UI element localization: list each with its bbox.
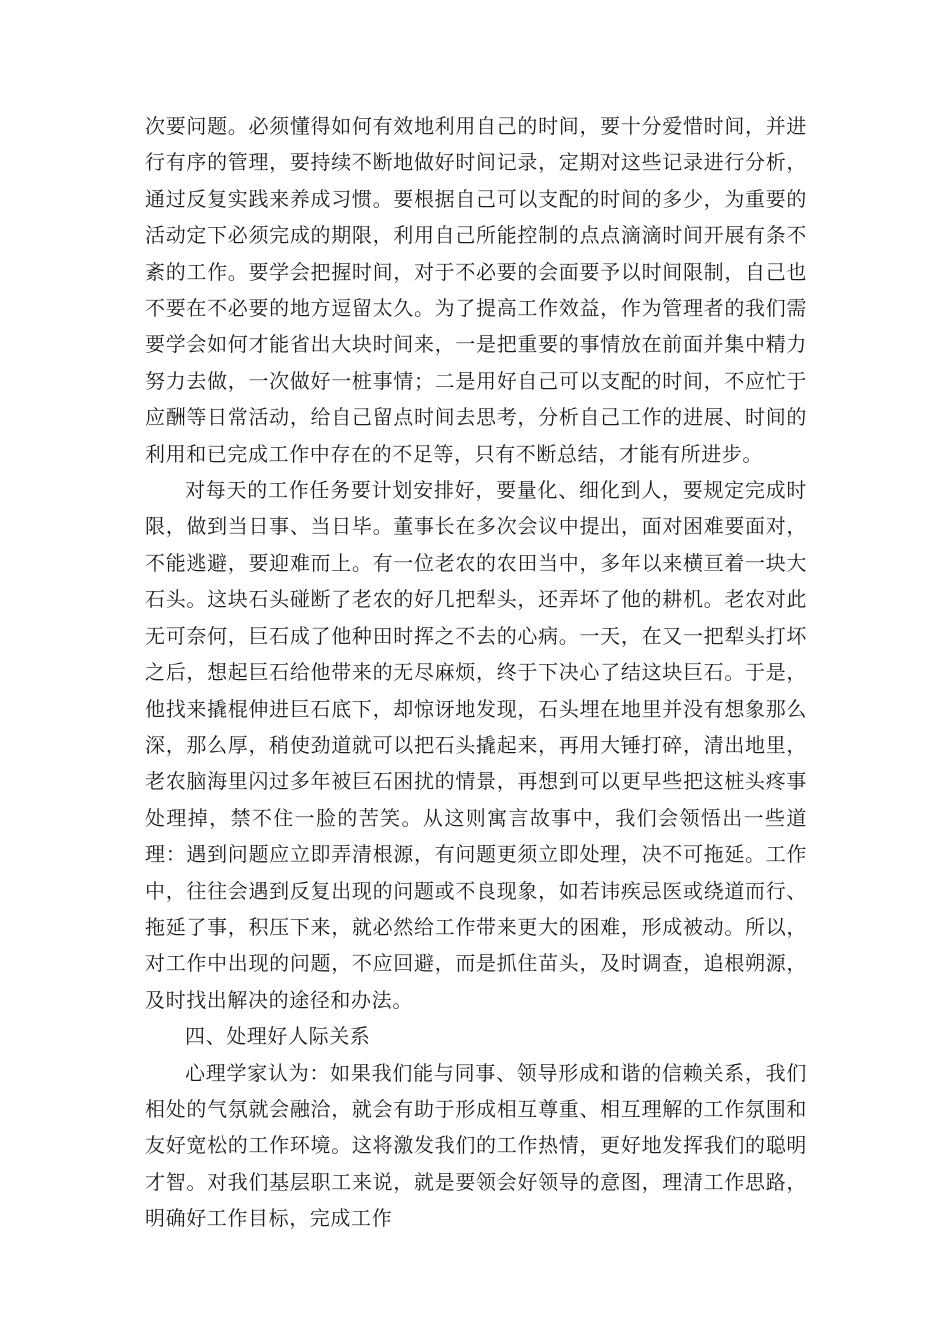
paragraph-interpersonal: 心理学家认为：如果我们能与同事、领导形成和谐的信赖关系，我们相处的气氛就会融洽，就会有助于形成相互尊重、相互理解的工作氛围和友好宽松的工作环境。这将激发我们的工作热情，更好地发挥我们的聪明才智。对我们基层职工来说，就是要领会好领导的意图，理清工作思路，明确好工作目标，完成工作 — [145, 1060, 807, 1231]
document-body — [145, 108, 807, 1237]
paragraph-time-management: 次要问题。必须懂得如何有效地利用自己的时间，要十分爱惜时间，并进行有序的管理，要持续不断地做好时间记录，定期对这些记录进行分析，通过反复实践来养成习惯。要根据自己可以支配的时间的多少，为重要的活动定下必须完成的期限，利用自己所能控制的点点滴滴时间开展有条不紊的工作。要学会把握时间，对于不必要的会面要予以时间限制，自己也不要在不必要的地方逗留太久。为了提高工作效益，作为管理者的我们需要学会如何才能省出大块时间来，一是把重要的事情放在前面并集中精力努力去做，一次做好一桩事情；二是用好自己可以支配的时间，不应忙于应酬等日常活动，给自己留点时间去思考，分析自己工作的进展、时间的利用和已完成工作中存在的不足等，只有不断总结，才能有所进步。 — [145, 114, 807, 466]
paragraph-daily-tasks: 对每天的工作任务要计划安排好，要量化、细化到人，要规定完成时限，做到当日事、当日毕。董事长在多次会议中提出，面对困难要面对，不能逃避，要迎难而上。有一位老农的农田当中，多年以来横亘着一块大石头。这块石头碰断了老农的好几把犁头，还弄坏了他的耕机。老农对此无可奈何，巨石成了他种田时挥之不去的心病。一天，在又一把犁头打坏之后，想起巨石给他带来的无尽麻烦，终于下决心了结这块巨石。于是，他找来撬棍伸进巨石底下，却惊讶地发现，石头埋在地里并没有想象那么深，那么厚，稍使劲道就可以把石头撬起来，再用大锤打碎，清出地里，老农脑海里闪过多年被巨石困扰的情景，再想到可以更早些把这桩头疼事处理掉，禁不住一脸的苦笑。从这则寓言故事中，我们会领悟出一些道理：遇到问题应立即弄清根源，有问题更须立即处理，决不可拖延。工作中，往往会遇到反复出现的问题或不良现象，如若讳疾忌医或绕道而行、拖延了事，积压下来，就必然给工作带来更大的困难，形成被动。所以，对工作中出现的问题，不应回避，而是抓住苗头，及时调查，追根朔源，及时找出解决的途径和办法。 — [145, 478, 807, 1012]
section-heading-interpersonal: 四、处理好人际关系 — [185, 1024, 371, 1049]
